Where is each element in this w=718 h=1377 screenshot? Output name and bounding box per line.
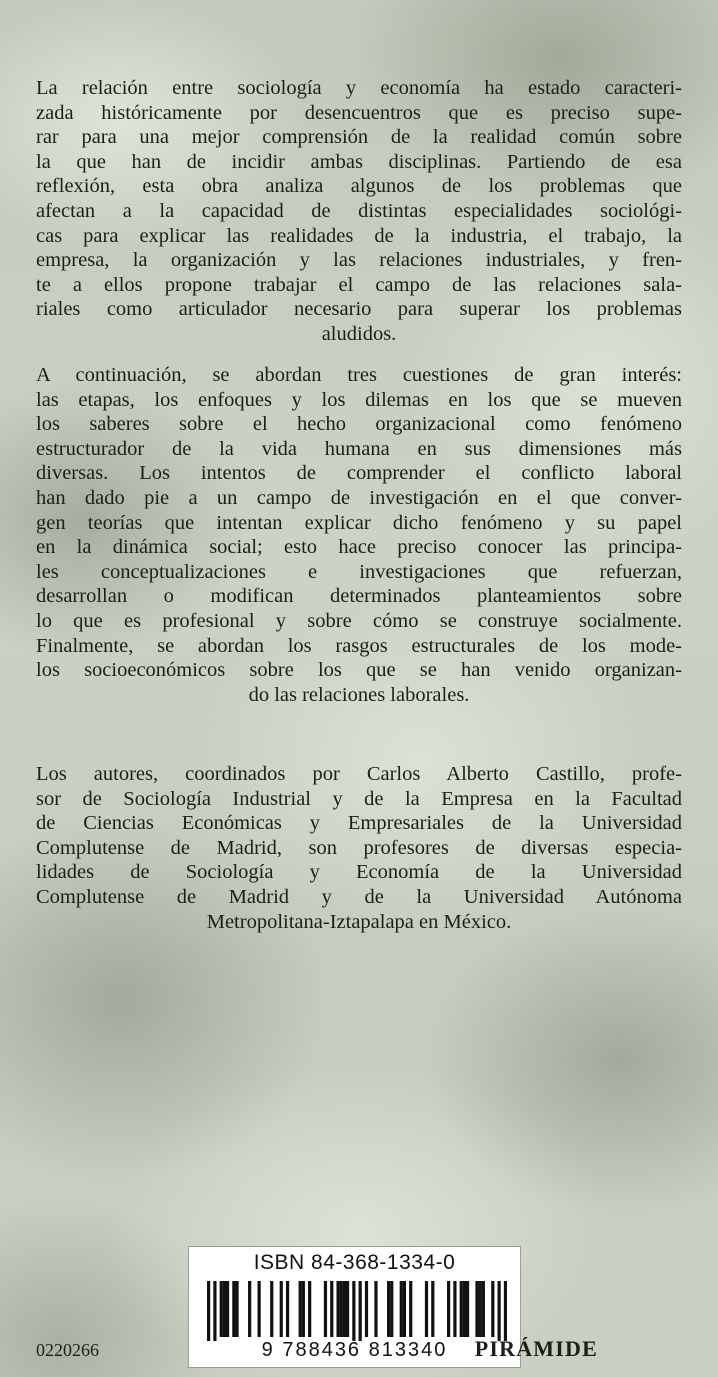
text-line: de Ciencias Económicas y Empresariales de la Universidad — [36, 812, 682, 835]
text-line: Complutense de Madrid, son profesores de diversas especia- — [36, 836, 682, 859]
barcode-bar — [299, 1281, 302, 1337]
barcode-bar — [324, 1281, 327, 1337]
barcode-bar — [504, 1281, 507, 1341]
product-code: 0220266 — [36, 1340, 99, 1360]
text-line: riales como articulador necesario para superar los problemas — [36, 298, 682, 321]
barcode-bar — [463, 1281, 466, 1337]
barcode-bar — [226, 1281, 229, 1337]
barcode-bar — [346, 1281, 349, 1337]
barcode-bar — [453, 1281, 456, 1337]
text-line: zada históricamente por desencuentros que es preciso supe- — [36, 101, 682, 124]
publisher-name: PIRÁMIDE — [474, 1336, 598, 1361]
text-line: lidades de Sociología y Economía de la Universidad — [36, 861, 682, 884]
text-line: do las relaciones laborales. — [248, 683, 470, 706]
text-line: te a ellos propone trabajar el campo de las relaciones sala- — [36, 273, 682, 296]
barcode-bar — [286, 1281, 289, 1337]
barcode-bar — [447, 1281, 450, 1337]
text-line: la que han de incidir ambas disciplinas. Partiendo de esa — [36, 150, 682, 173]
text-line: en la dinámica social; esto hace preciso conocer las principa- — [36, 536, 682, 559]
barcode-bar — [340, 1281, 343, 1337]
blurb-paragraph-2 — [36, 363, 682, 707]
barcode-bar — [220, 1281, 223, 1337]
text-line: gen teorías que intentan explicar dicho fenómeno y su papel — [36, 511, 682, 534]
text-line: rar para una mejor comprensión de la realidad común sobre — [36, 126, 682, 149]
barcode-bar — [425, 1281, 428, 1337]
text-line: afectan a la capacidad de distintas especialidades sociológi- — [36, 199, 682, 222]
barcode-bar — [248, 1281, 251, 1337]
barcode-bar — [258, 1281, 261, 1337]
barcode-bar — [466, 1281, 469, 1337]
text-line: les conceptualizaciones e investigaciones que refuerzan, — [36, 560, 682, 583]
isbn-label: ISBN 84-368-1334-0 — [253, 1251, 456, 1274]
barcode-bar — [223, 1281, 226, 1337]
text-line: empresa, la organización y las relaciones industriales, y fren- — [36, 249, 682, 272]
barcode-bar — [387, 1281, 390, 1337]
barcode-bar — [302, 1281, 305, 1337]
barcode-bar — [431, 1281, 434, 1337]
text-line: los socioeconómicos sobre los que se han venido organizan- — [36, 659, 682, 682]
barcode-bar — [207, 1281, 210, 1341]
blurb-paragraph-1 — [36, 76, 682, 347]
barcode-bar — [270, 1281, 273, 1337]
barcode-bar — [232, 1281, 235, 1337]
text-line: sor de Sociología Industrial y de la Empresa en la Facultad — [36, 787, 682, 810]
barcode-bar — [498, 1281, 501, 1341]
text-line: Finalmente, se abordan los rasgos estructurales de los mode- — [36, 634, 682, 657]
text-line: diversas. Los intentos de comprender el conflicto laboral — [36, 462, 682, 485]
blurb-paragraph-3 — [36, 762, 682, 934]
text-line: aludidos. — [321, 322, 397, 345]
text-line: las etapas, los enfoques y los dilemas en los que se mueven — [36, 388, 682, 411]
text-line: desarrollan o modifican determinados planteamientos sobre — [36, 585, 682, 608]
barcode-bar — [475, 1281, 478, 1337]
barcode-bar — [330, 1281, 333, 1337]
barcode-bar — [213, 1281, 216, 1341]
text-line: cas para explicar las realidades de la industria, el trabajo, la — [36, 224, 682, 247]
barcode-bar — [409, 1281, 412, 1337]
text-line: Los autores, coordinados por Carlos Alberto Castillo, profe- — [36, 763, 682, 785]
barcode-bar — [460, 1281, 463, 1337]
barcode-bar — [482, 1281, 485, 1337]
text-line: Complutense de Madrid y de la Universidad Autónoma — [36, 885, 682, 908]
text-line: A continuación, se abordan tres cuestiones de gran interés: — [36, 364, 682, 386]
text-line: estructurador de la vida humana en sus dimensiones más — [36, 437, 682, 460]
barcode-bar — [343, 1281, 346, 1337]
barcode-bar — [491, 1281, 494, 1337]
barcode-bar — [403, 1281, 406, 1337]
barcode-bars — [207, 1281, 507, 1341]
barcode-bar — [400, 1281, 403, 1337]
text-line: han dado pie a un campo de investigación en el que conver- — [36, 486, 682, 509]
barcode-bar — [374, 1281, 377, 1337]
text-line: reflexión, esta obra analiza algunos de los problemas que — [36, 175, 682, 198]
text-line: lo que es profesional y sobre cómo se construye socialmente. — [36, 609, 682, 632]
barcode-bar — [359, 1281, 362, 1341]
barcode-bar — [336, 1281, 339, 1337]
text-line: Metropolitana-Iztapalapa en México. — [206, 910, 512, 933]
barcode-bar — [352, 1281, 355, 1341]
barcode-bar — [479, 1281, 482, 1337]
barcode-bar — [280, 1281, 283, 1337]
barcode-bar — [365, 1281, 368, 1337]
barcode-bar — [235, 1281, 238, 1337]
barcode-bar — [390, 1281, 393, 1337]
ean-digits: 9 788436 813340 — [261, 1339, 448, 1361]
barcode-bar — [308, 1281, 311, 1337]
text-line: los saberes sobre el hecho organizacional como fenómeno — [36, 413, 682, 436]
text-line: La relación entre sociología y economía ha estado caracteri- — [36, 77, 682, 99]
isbn-barcode — [188, 1246, 521, 1368]
